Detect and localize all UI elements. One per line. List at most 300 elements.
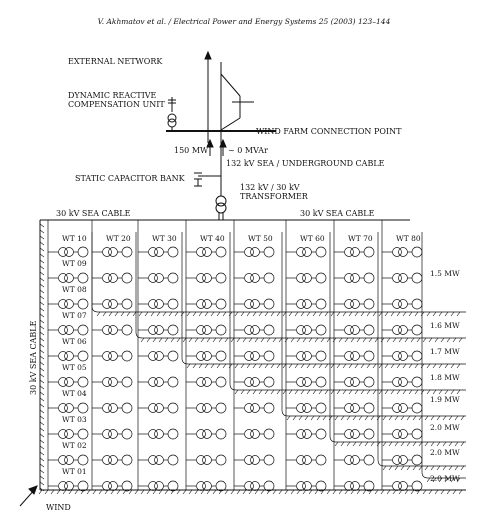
- turbine-transformer-icon: [399, 482, 408, 491]
- turbine-transformer-icon: [351, 300, 360, 309]
- ground-hatch: [273, 490, 276, 494]
- turbine-transformer-icon: [155, 352, 164, 361]
- ground-hatch: [453, 490, 456, 494]
- ground-hatch: [461, 442, 464, 446]
- turbine-generator-icon: [412, 273, 422, 283]
- turbine-generator-icon: [78, 403, 88, 413]
- ground-hatch: [279, 490, 282, 494]
- ground-hatch: [405, 490, 408, 494]
- ground-hatch: [407, 466, 410, 470]
- ground-hatch: [219, 338, 222, 342]
- ground-hatch: [237, 338, 240, 342]
- turbine-transformer-icon: [109, 456, 118, 465]
- ground-hatch: [40, 416, 44, 419]
- ground-hatch: [367, 312, 370, 316]
- ground-hatch: [455, 416, 458, 420]
- turbine-transformer-icon: [351, 248, 360, 257]
- turbine-transformer-icon: [65, 482, 74, 491]
- ground-hatch: [287, 416, 290, 420]
- turbine-generator-icon: [316, 299, 326, 309]
- ground-hatch: [40, 404, 44, 407]
- turbine-transformer-icon: [251, 430, 260, 439]
- row-label: WT 08: [62, 285, 87, 294]
- ground-hatch: [399, 338, 402, 342]
- ground-hatch: [213, 490, 216, 494]
- ground-hatch: [40, 398, 44, 401]
- turbine-generator-icon: [316, 403, 326, 413]
- ground-hatch: [377, 416, 380, 420]
- ground-hatch: [45, 490, 48, 494]
- ground-hatch: [389, 416, 392, 420]
- ground-hatch: [283, 312, 286, 316]
- ground-hatch: [359, 442, 362, 446]
- turbine-transformer-icon: [155, 404, 164, 413]
- ground-hatch: [139, 312, 142, 316]
- turbine-transformer-icon: [203, 456, 212, 465]
- ground-hatch: [453, 338, 456, 342]
- ground-hatch: [40, 278, 44, 281]
- ground-hatch: [40, 368, 44, 371]
- ground-hatch: [271, 390, 274, 394]
- ground-hatch: [309, 490, 312, 494]
- turbine-generator-icon: [168, 429, 178, 439]
- turbine-generator-icon: [216, 273, 226, 283]
- turbine-generator-icon: [264, 455, 274, 465]
- turbine-transformer-icon: [251, 326, 260, 335]
- ground-hatch: [249, 338, 252, 342]
- transformer-winding-icon: [216, 203, 226, 213]
- ground-hatch: [301, 312, 304, 316]
- turbine-transformer-icon: [65, 404, 74, 413]
- ground-hatch: [339, 490, 342, 494]
- ground-hatch: [225, 338, 228, 342]
- turbine-generator-icon: [122, 403, 132, 413]
- ground-hatch: [437, 442, 440, 446]
- ground-hatch: [375, 490, 378, 494]
- ground-hatch: [381, 338, 384, 342]
- turbine-transformer-icon: [351, 404, 360, 413]
- ground-hatch: [199, 364, 202, 368]
- ground-hatch: [313, 364, 316, 368]
- ground-hatch: [201, 338, 204, 342]
- ground-hatch: [267, 338, 270, 342]
- turbine-transformer-icon: [351, 378, 360, 387]
- ground-hatch: [421, 390, 424, 394]
- ground-hatch: [385, 312, 388, 316]
- turbine-transformer-icon: [155, 482, 164, 491]
- ground-hatch: [357, 490, 360, 494]
- ground-hatch: [253, 312, 256, 316]
- turbine-generator-icon: [122, 377, 132, 387]
- turbine-generator-icon: [264, 377, 274, 387]
- ground-hatch: [253, 364, 256, 368]
- turbine-generator-icon: [78, 299, 88, 309]
- ground-hatch: [40, 266, 44, 269]
- ground-hatch: [329, 416, 332, 420]
- ground-hatch: [415, 390, 418, 394]
- turbine-transformer-icon: [109, 300, 118, 309]
- turbine-generator-icon: [264, 403, 274, 413]
- ground-hatch: [405, 338, 408, 342]
- ground-hatch: [461, 416, 464, 420]
- turbine-generator-icon: [78, 429, 88, 439]
- ground-hatch: [243, 338, 246, 342]
- ground-hatch: [313, 390, 316, 394]
- ground-hatch: [223, 312, 226, 316]
- ground-hatch: [421, 312, 424, 316]
- ground-hatch: [289, 312, 292, 316]
- ground-hatch: [331, 390, 334, 394]
- power-rating-label: 1.8 MW: [430, 373, 460, 382]
- ground-hatch: [373, 312, 376, 316]
- ground-hatch: [40, 284, 44, 287]
- ground-hatch: [271, 364, 274, 368]
- connection-point-label: WIND FARM CONNECTION POINT: [256, 127, 402, 136]
- turbine-generator-icon: [216, 455, 226, 465]
- ground-hatch: [401, 466, 404, 470]
- ground-hatch: [40, 236, 44, 239]
- row-label: WT 07: [62, 311, 87, 320]
- turbine-transformer-icon: [203, 404, 212, 413]
- ground-hatch: [259, 364, 262, 368]
- ground-hatch: [373, 364, 376, 368]
- ground-hatch: [423, 338, 426, 342]
- ground-hatch: [433, 312, 436, 316]
- ground-hatch: [415, 312, 418, 316]
- turbine-generator-icon: [364, 429, 374, 439]
- ground-hatch: [431, 442, 434, 446]
- ground-hatch: [175, 312, 178, 316]
- ground-hatch: [297, 338, 300, 342]
- turbine-transformer-icon: [351, 482, 360, 491]
- turbine-transformer-icon: [203, 430, 212, 439]
- ground-hatch: [403, 312, 406, 316]
- row-label: WT 04: [62, 389, 87, 398]
- ground-hatch: [183, 338, 186, 342]
- dynamic-compensation-label-line2: COMPENSATION UNIT: [68, 100, 165, 109]
- turbine-transformer-icon: [65, 352, 74, 361]
- turbine-transformer-icon: [65, 326, 74, 335]
- ground-hatch: [193, 312, 196, 316]
- ground-hatch: [241, 364, 244, 368]
- ground-hatch: [337, 364, 340, 368]
- ground-hatch: [347, 416, 350, 420]
- ground-hatch: [377, 442, 380, 446]
- turbine-transformer-icon: [109, 482, 118, 491]
- ground-hatch: [313, 312, 316, 316]
- ground-hatch: [335, 416, 338, 420]
- ground-hatch: [325, 390, 328, 394]
- turbine-transformer-icon: [399, 456, 408, 465]
- ground-hatch: [419, 416, 422, 420]
- ground-hatch: [349, 390, 352, 394]
- ground-hatch: [40, 356, 44, 359]
- ground-hatch: [375, 338, 378, 342]
- ground-hatch: [407, 442, 410, 446]
- turbine-transformer-icon: [351, 274, 360, 283]
- ground-hatch: [327, 490, 330, 494]
- ground-hatch: [40, 386, 44, 389]
- ground-hatch: [443, 442, 446, 446]
- ground-hatch: [323, 416, 326, 420]
- turbine-generator-icon: [264, 247, 274, 257]
- ground-hatch: [273, 338, 276, 342]
- ground-hatch: [225, 490, 228, 494]
- ground-hatch: [127, 312, 130, 316]
- network-branch-line: [221, 74, 240, 96]
- ground-hatch: [333, 338, 336, 342]
- ground-hatch: [425, 442, 428, 446]
- ground-hatch: [397, 390, 400, 394]
- power-rating-label: 1.5 MW: [430, 269, 460, 278]
- ground-hatch: [435, 338, 438, 342]
- turbine-transformer-icon: [65, 274, 74, 283]
- ground-hatch: [40, 344, 44, 347]
- ground-hatch: [159, 338, 162, 342]
- compensation-unit-icon: [168, 119, 176, 127]
- turbine-transformer-icon: [399, 352, 408, 361]
- ground-hatch: [40, 476, 44, 479]
- turbine-transformer-icon: [251, 456, 260, 465]
- ground-hatch: [357, 338, 360, 342]
- turbine-generator-icon: [412, 351, 422, 361]
- ground-hatch: [381, 490, 384, 494]
- ground-hatch: [307, 364, 310, 368]
- ground-hatch: [413, 466, 416, 470]
- sea-cable-30-vertical-label: 30 kV SEA CABLE: [29, 320, 38, 395]
- ground-hatch: [457, 312, 460, 316]
- power-rating-label: 1.9 MW: [430, 395, 460, 404]
- ground-hatch: [217, 364, 220, 368]
- ground-hatch: [395, 416, 398, 420]
- ground-hatch: [391, 390, 394, 394]
- ground-hatch: [409, 312, 412, 316]
- turbine-transformer-icon: [65, 300, 74, 309]
- sea-cable-132-label: 132 kV SEA / UNDERGROUND CABLE: [226, 159, 385, 168]
- ground-hatch: [435, 490, 438, 494]
- column-label: WT 10: [62, 234, 87, 243]
- ground-hatch: [355, 364, 358, 368]
- turbine-generator-icon: [216, 325, 226, 335]
- ground-hatch: [427, 390, 430, 394]
- turbine-generator-icon: [168, 325, 178, 335]
- ground-hatch: [349, 364, 352, 368]
- turbine-transformer-icon: [351, 456, 360, 465]
- turbine-generator-icon: [122, 351, 132, 361]
- ground-hatch: [177, 338, 180, 342]
- ground-hatch: [285, 338, 288, 342]
- ground-hatch: [459, 490, 462, 494]
- ground-hatch: [331, 312, 334, 316]
- ground-hatch: [291, 338, 294, 342]
- ground-hatch: [361, 364, 364, 368]
- ground-hatch: [393, 338, 396, 342]
- ground-hatch: [425, 466, 428, 470]
- ground-hatch: [343, 390, 346, 394]
- turbine-generator-icon: [168, 377, 178, 387]
- turbine-generator-icon: [364, 403, 374, 413]
- ground-hatch: [75, 490, 78, 494]
- ground-hatch: [235, 364, 238, 368]
- ground-hatch: [213, 338, 216, 342]
- ground-hatch: [277, 364, 280, 368]
- turbine-transformer-icon: [351, 430, 360, 439]
- ground-hatch: [271, 312, 274, 316]
- turbine-transformer-icon: [303, 378, 312, 387]
- ground-hatch: [445, 312, 448, 316]
- ground-hatch: [445, 364, 448, 368]
- column-label: WT 60: [300, 234, 325, 243]
- ground-hatch: [97, 312, 100, 316]
- ground-hatch: [103, 312, 106, 316]
- ground-hatch: [293, 416, 296, 420]
- ground-hatch: [379, 312, 382, 316]
- turbine-transformer-icon: [65, 430, 74, 439]
- ground-hatch: [363, 338, 366, 342]
- turbine-transformer-icon: [303, 300, 312, 309]
- ground-hatch: [40, 290, 44, 293]
- turbine-generator-icon: [316, 325, 326, 335]
- ground-hatch: [367, 390, 370, 394]
- ground-hatch: [411, 490, 414, 494]
- ground-hatch: [243, 490, 246, 494]
- ground-hatch: [315, 490, 318, 494]
- ground-hatch: [403, 364, 406, 368]
- ground-hatch: [117, 490, 120, 494]
- ground-hatch: [283, 364, 286, 368]
- ground-hatch: [93, 490, 96, 494]
- turbine-generator-icon: [122, 273, 132, 283]
- ground-hatch: [247, 312, 250, 316]
- ground-hatch: [147, 338, 150, 342]
- ground-hatch: [441, 338, 444, 342]
- ground-hatch: [289, 364, 292, 368]
- turbine-transformer-icon: [109, 430, 118, 439]
- ground-hatch: [157, 312, 160, 316]
- column-label: WT 80: [396, 234, 421, 243]
- turbine-generator-icon: [316, 429, 326, 439]
- turbine-generator-icon: [264, 351, 274, 361]
- power-rating-label: 1.6 MW: [430, 321, 460, 330]
- ground-hatch: [147, 490, 150, 494]
- sea-cable-30-left-label: 30 kV SEA CABLE: [56, 209, 131, 218]
- ground-hatch: [339, 338, 342, 342]
- turbine-transformer-icon: [65, 456, 74, 465]
- turbine-generator-icon: [216, 429, 226, 439]
- column-label: WT 70: [348, 234, 373, 243]
- ground-hatch: [199, 312, 202, 316]
- turbine-transformer-icon: [303, 352, 312, 361]
- turbine-generator-icon: [78, 273, 88, 283]
- turbine-transformer-icon: [399, 378, 408, 387]
- ground-hatch: [443, 416, 446, 420]
- ground-hatch: [455, 442, 458, 446]
- ground-hatch: [317, 416, 320, 420]
- ground-hatch: [425, 416, 428, 420]
- ground-hatch: [40, 452, 44, 455]
- ground-hatch: [395, 466, 398, 470]
- ground-hatch: [379, 364, 382, 368]
- ground-hatch: [371, 442, 374, 446]
- ground-hatch: [40, 230, 44, 233]
- transformer-label-line1: 132 kV / 30 kV: [240, 183, 300, 192]
- ground-hatch: [295, 390, 298, 394]
- ground-hatch: [285, 490, 288, 494]
- ground-hatch: [351, 338, 354, 342]
- turbine-transformer-icon: [109, 248, 118, 257]
- ground-hatch: [189, 338, 192, 342]
- ground-hatch: [385, 390, 388, 394]
- turbine-generator-icon: [122, 429, 132, 439]
- turbine-transformer-icon: [65, 378, 74, 387]
- ground-hatch: [451, 312, 454, 316]
- ground-hatch: [40, 272, 44, 275]
- ground-hatch: [433, 364, 436, 368]
- turbine-transformer-icon: [399, 300, 408, 309]
- turbine-generator-icon: [264, 299, 274, 309]
- ground-hatch: [171, 338, 174, 342]
- turbine-generator-icon: [122, 455, 132, 465]
- ground-hatch: [141, 338, 144, 342]
- ground-hatch: [429, 490, 432, 494]
- ground-hatch: [165, 338, 168, 342]
- ground-hatch: [447, 338, 450, 342]
- turbine-generator-icon: [122, 299, 132, 309]
- ground-hatch: [355, 390, 358, 394]
- ground-hatch: [409, 390, 412, 394]
- ground-hatch: [261, 490, 264, 494]
- turbine-transformer-icon: [251, 274, 260, 283]
- turbine-generator-icon: [364, 273, 374, 283]
- ground-hatch: [40, 224, 44, 227]
- row-label: WT 06: [62, 337, 87, 346]
- ground-hatch: [417, 338, 420, 342]
- ground-hatch: [365, 442, 368, 446]
- ground-hatch: [259, 390, 262, 394]
- ground-hatch: [99, 490, 102, 494]
- row-cable-route: [182, 232, 466, 364]
- ground-hatch: [151, 312, 154, 316]
- turbine-transformer-icon: [155, 248, 164, 257]
- ground-hatch: [449, 442, 452, 446]
- ground-hatch: [145, 312, 148, 316]
- turbine-generator-icon: [216, 403, 226, 413]
- ground-hatch: [445, 390, 448, 394]
- ground-hatch: [231, 338, 234, 342]
- power-rating-label: 2.0 MW: [430, 448, 460, 457]
- turbine-generator-icon: [412, 247, 422, 257]
- ground-hatch: [421, 364, 424, 368]
- row-cable-route: [330, 232, 466, 442]
- ground-hatch: [389, 442, 392, 446]
- turbine-transformer-icon: [203, 378, 212, 387]
- network-branch-line: [221, 118, 240, 130]
- ground-hatch: [40, 422, 44, 425]
- ground-hatch: [40, 374, 44, 377]
- turbine-transformer-icon: [203, 352, 212, 361]
- turbine-transformer-icon: [155, 378, 164, 387]
- ground-hatch: [229, 364, 232, 368]
- ground-hatch: [265, 390, 268, 394]
- ground-hatch: [217, 312, 220, 316]
- ground-hatch: [431, 416, 434, 420]
- ground-hatch: [133, 312, 136, 316]
- ground-hatch: [337, 390, 340, 394]
- column-label: WT 20: [106, 234, 131, 243]
- row-label: WT 09: [62, 259, 87, 268]
- row-label: WT 03: [62, 415, 87, 424]
- ground-hatch: [361, 390, 364, 394]
